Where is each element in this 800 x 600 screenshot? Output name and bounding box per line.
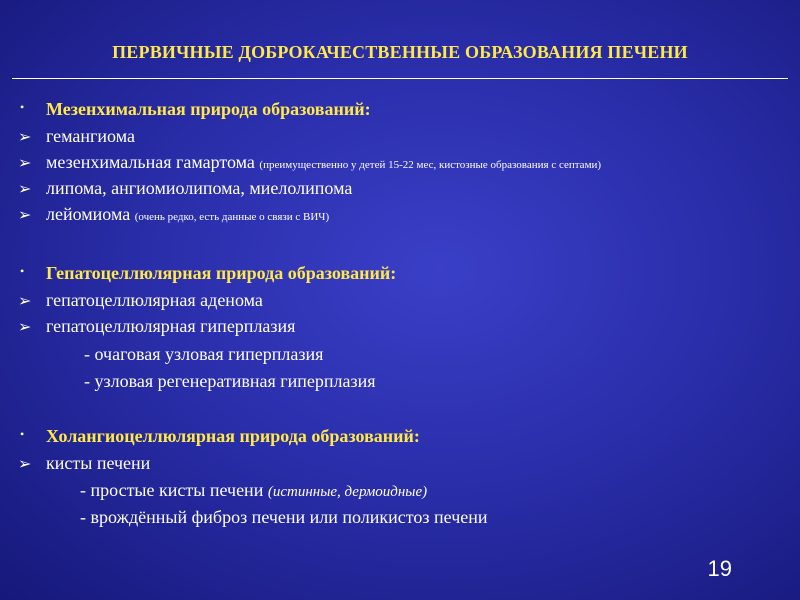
list-item xyxy=(18,289,263,313)
bullet-icon: • xyxy=(20,264,25,278)
item-text: лейомиома xyxy=(46,204,131,224)
bullet-icon: • xyxy=(20,427,25,441)
sub-item-text: - врождённый фиброз печени или поликистоз печени xyxy=(80,507,488,527)
arrow-bullet-icon: ➢ xyxy=(18,207,32,224)
sub-item xyxy=(80,479,427,503)
arrow-bullet-icon: ➢ xyxy=(18,456,32,473)
list-item xyxy=(18,315,295,339)
sub-item: - очаговая узловая гиперплазия xyxy=(84,344,324,364)
item-note: (очень редко, есть данные о связи с ВИЧ) xyxy=(134,211,330,223)
list-item xyxy=(18,151,601,176)
item-text: мезенхимальная гамартома xyxy=(46,152,255,172)
list-item xyxy=(18,177,352,201)
item-text: кисты печени xyxy=(46,453,151,473)
section2-heading: Гепатоцеллюлярная природа образований: xyxy=(46,263,397,283)
section2-heading-line xyxy=(18,262,396,286)
sub-item-note: (истинные, дермоидные) xyxy=(267,484,428,500)
section3-heading-line xyxy=(18,425,420,449)
item-note: (преимущественно у детей 15-22 мес, кистозные образования с септами) xyxy=(259,159,602,171)
item-text: липома, ангиомиолипома, миелолипома xyxy=(46,178,353,198)
sub-item xyxy=(80,506,488,528)
section3-heading: Холангиоцеллюлярная природа образований: xyxy=(46,426,420,446)
page-number: 19 xyxy=(707,556,732,581)
arrow-bullet-icon: ➢ xyxy=(18,155,32,172)
item-text: гемангиома xyxy=(46,126,135,146)
item-text: гепатоцеллюлярная гиперплазия xyxy=(46,316,296,336)
title-divider xyxy=(12,78,788,79)
section1-heading-line xyxy=(18,98,371,122)
arrow-bullet-icon: ➢ xyxy=(18,129,32,146)
arrow-bullet-icon: ➢ xyxy=(18,319,32,336)
list-item xyxy=(18,452,150,476)
sub-item: - узловая регенеративная гиперплазия xyxy=(84,371,376,391)
list-item xyxy=(18,203,329,228)
item-text: гепатоцеллюлярная аденома xyxy=(46,290,263,310)
bullet-icon: • xyxy=(20,100,25,114)
section1-heading: Мезенхимальная природа образований: xyxy=(46,99,371,119)
sub-item-text: - простые кисты печени xyxy=(80,480,264,500)
slide-title: ПЕРВИЧНЫЕ ДОБРОКАЧЕСТВЕННЫЕ ОБРАЗОВАНИЯ ПЕЧЕНИ xyxy=(112,42,688,62)
arrow-bullet-icon: ➢ xyxy=(18,293,32,310)
list-item xyxy=(18,125,135,149)
arrow-bullet-icon: ➢ xyxy=(18,181,32,198)
